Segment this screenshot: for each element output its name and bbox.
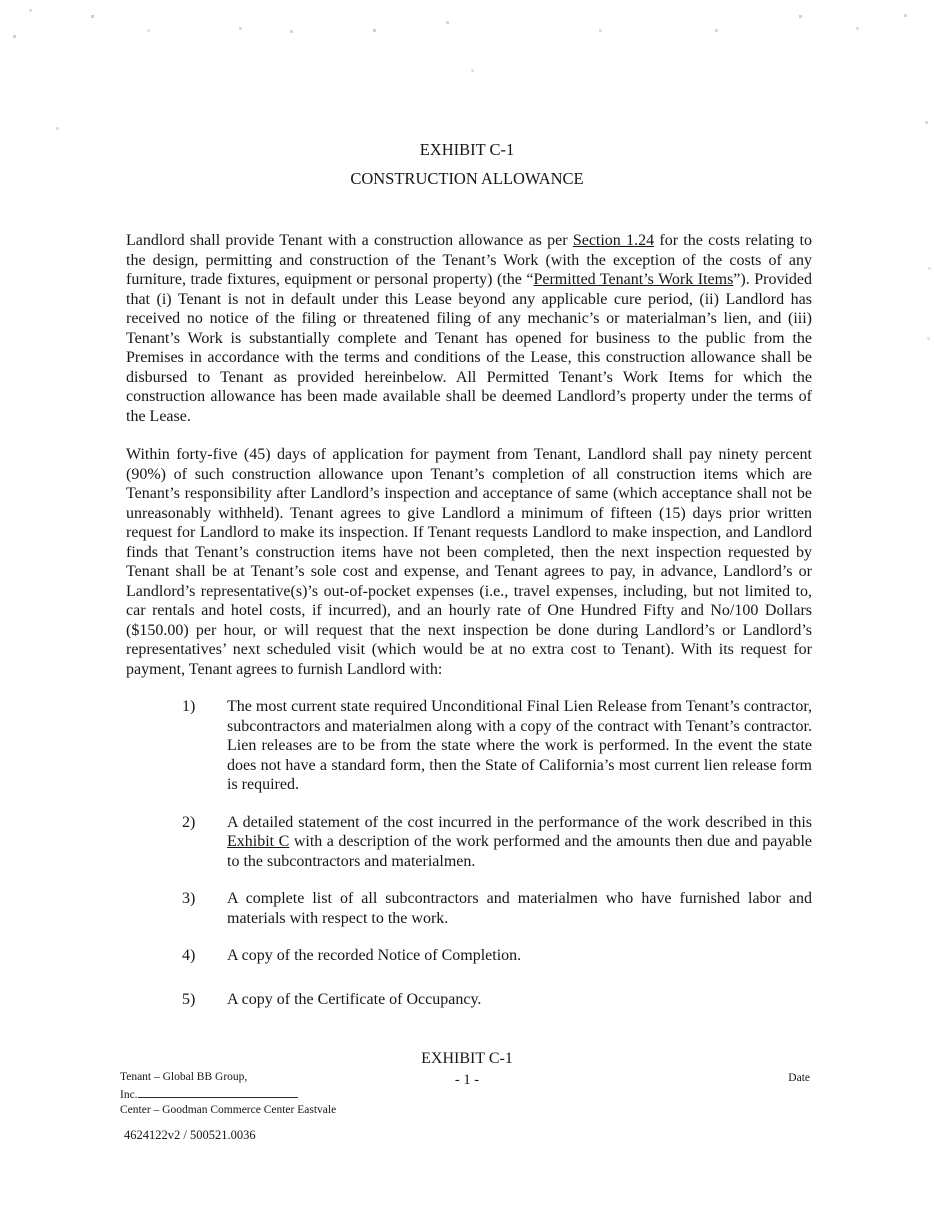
page-number: - 1 - [454,1072,480,1088]
numbered-list [126,697,812,1009]
document-title: CONSTRUCTION ALLOWANCE [350,169,584,188]
text-run: A copy of the Certificate of Occupancy. [227,990,482,1008]
list-item-number: 4) [182,947,196,964]
list-item-number: 5) [182,990,196,1008]
list-item [126,990,812,1010]
footer-date-label: Date [788,1072,810,1084]
text-run: The most current state required Unconditional Final Lien Release from Tenant’s contractor, subcontractors and materialmen along with a copy of the contract with Tenant’s contractor. Lien releases are to be from the state where the work is performed. In the event the state does not have a standard form, then the State of California’s most current lien release form is required. [227,698,812,793]
paragraph-2 [126,445,812,679]
footer-tenant-line: Tenant – Global BB Group, [120,1071,248,1083]
underlined-text-run: Section 1.24 [572,232,655,249]
footer-exhibit-label: EXHIBIT C-1 [421,1050,513,1067]
text-run: for the costs relating to the design, permitting and construction of the Tenant’s Work (with the exception of the costs of any furniture, trade fixtures, equipment or personal property) (the “ [126,232,813,288]
list-item-text [227,946,812,966]
list-item-text [227,889,812,928]
text-run: Within forty-five (45) days of application for payment from Tenant, Landlord shall pay ninety percent (90%) of such construction allowance upon Tenant’s completion of all construction items which are Tenant’s responsibility after Landlord’s inspection and acceptance of same (which acceptance shall not be unreasonably withheld). Tenant agrees to give Landlord a minimum of fifteen (15) days prior written request for Landlord to make its inspection. If Tenant requests Landlord to make inspection, and Landlord finds that Tenant’s construction items have not been completed, then the next inspection requested by Tenant shall be at Tenant’s sole cost and expense, and Tenant agrees to pay, in advance, Landlord’s or Landlord’s representative(s)’s out-of-pocket expenses (i.e., travel expenses, including, but not limited to, car rentals and hotel costs, if incurred), and an hourly rate of One Hundred Fifty and No/100 Dollars ($150.00) per hour, or will request that the next inspection be done during Landlord’s or Landlord’s representatives’ next scheduled visit (which would be at no extra cost to Tenant). With its request for payment, Tenant agrees to furnish Landlord with: [126,446,812,678]
signature-blank-line [138,1086,298,1098]
list-item-text [227,813,812,872]
text-run: ”). Provided that (i) Tenant is not in default under this Lease beyond any applicable cure period, (ii) Landlord has received no notice of the filing or threatened filing of any mechanic’s or materialman’s lien, and (iii) Tenant’s Work is substantially complete and Tenant has opened for business to the public from the Premises in accordance with the terms and conditions of the Lease, this construction allowance shall be disbursed to Tenant as provided hereinbelow. All Permitted Tenant’s Work Items for which the construction allowance has been made available shall be deemed Landlord’s property under the terms of the Lease. [126,271,813,425]
text-run: with a description of the work performed and the amounts then due and payable to the subcontractors and materialmen. [227,833,813,870]
list-item-text [227,990,812,1010]
text-run: A complete list of all subcontractors and materialmen who have furnished labor and materials with respect to the work. [227,890,812,927]
list-item-number: 1) [182,698,196,715]
text-run: Landlord shall provide Tenant with a construction allowance as per [126,232,573,249]
footer-center-line: Center – Goodman Commerce Center Eastvale [120,1104,337,1116]
underlined-text-run: Exhibit C [227,833,290,850]
list-item [126,889,812,928]
footer-inc-prefix: Inc. [120,1088,138,1101]
list-item-number: 2) [182,813,196,831]
document-body [126,231,812,1027]
text-run: A detailed statement of the cost incurred in the performance of the work described in this [227,813,812,831]
paragraph-1 [126,231,812,426]
footer-tenant-block [120,1070,336,1119]
scan-noise-specks [0,0,1,1]
text-run: A copy of the recorded Notice of Completion. [227,947,522,964]
list-item [126,813,812,872]
list-item [126,946,812,966]
list-item-number: 3) [182,890,196,907]
document-header [0,141,934,188]
footer-doc-reference: 4624122v2 / 500521.0036 [124,1128,256,1142]
underlined-text-run: Permitted Tenant’s Work Items [533,271,734,288]
footer-inc-line [120,1086,336,1104]
list-item [126,697,812,795]
list-item-text [227,697,812,795]
exhibit-title: EXHIBIT C-1 [419,140,515,159]
